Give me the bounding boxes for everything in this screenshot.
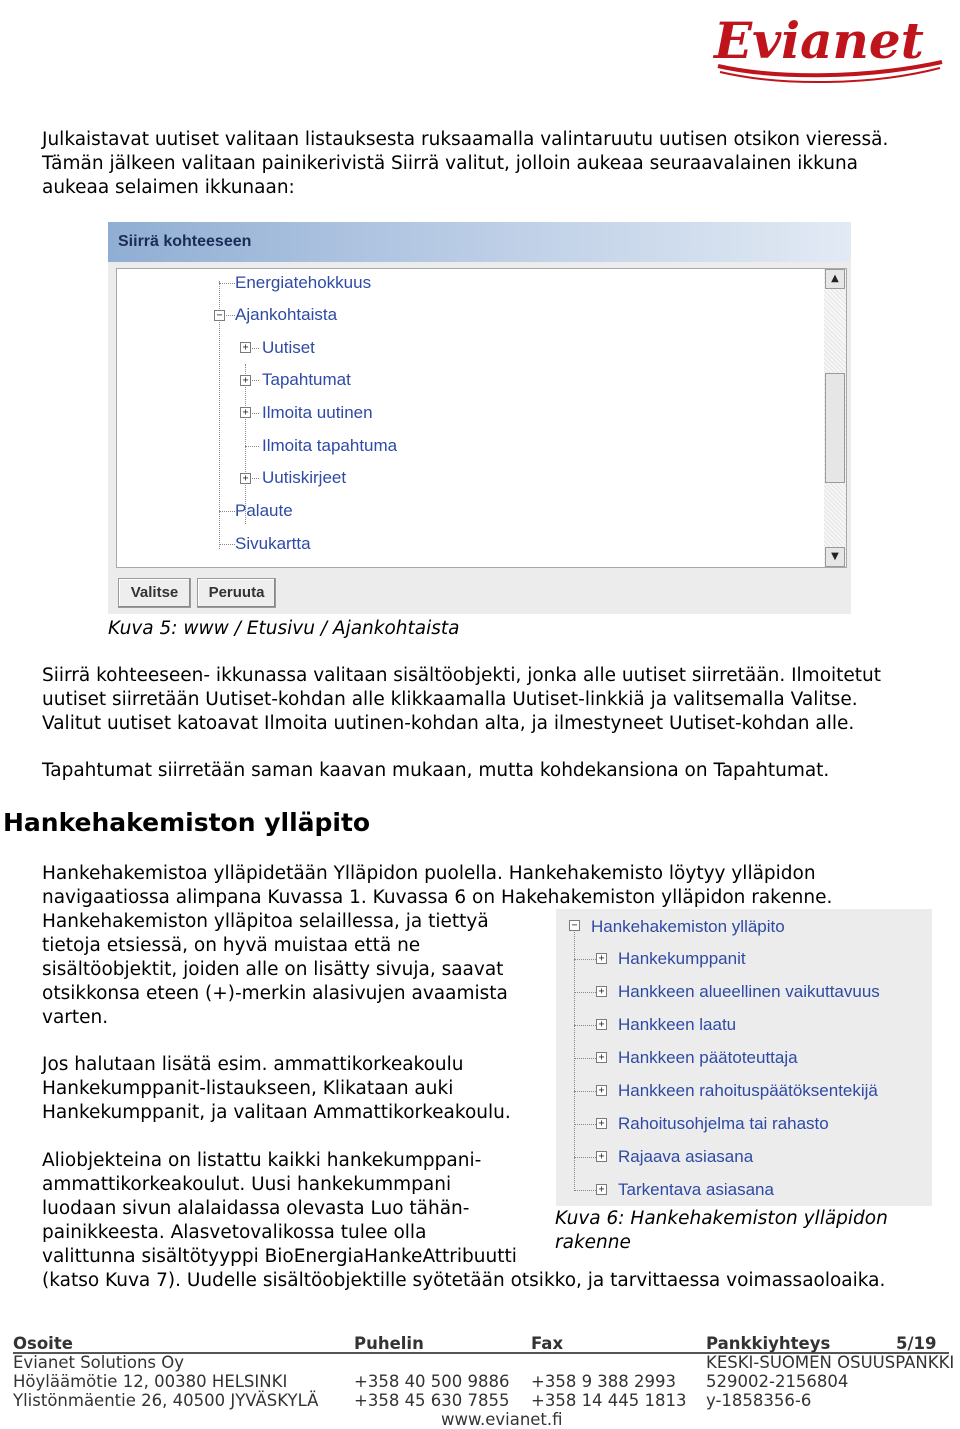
intro-paragraph	[42, 128, 888, 200]
tree-item-rajaava-asiasana[interactable]: Rajaava asiasana	[618, 1147, 754, 1166]
paragraph-line: Valitut uutiset katoavat Ilmoita uutinen-kohdan alta, ja ilmestyneet Uutiset-kohdan alle.	[42, 713, 855, 734]
footer-phone: +358 45 630 7855	[354, 1391, 510, 1410]
intro-line: Julkaistavat uutiset valitaan listauksesta ruksaamalla valintaruutu uutisen otsikon vieressä.	[42, 129, 889, 150]
section-heading: Hankehakemiston ylläpito	[3, 808, 371, 837]
expand-icon[interactable]: +	[240, 473, 251, 484]
expand-icon[interactable]: +	[596, 1085, 607, 1096]
evianet-logo	[710, 4, 950, 88]
expand-icon[interactable]: +	[596, 1184, 607, 1195]
paragraph-line: Aliobjekteina on listattu kaikki hankekumppani-	[42, 1150, 482, 1171]
paragraph-line: uutiset siirretään Uutiset-kohdan alle klikkaamalla Uutiset-linkkiä ja valitsemalla Valitse.	[42, 689, 858, 710]
footer-bank-name: KESKI-SUOMEN OSUUSPANKKI	[706, 1353, 955, 1372]
paragraph-line: Hankehakemiston ylläpitoa selaillessa, ja tiettyä	[42, 911, 489, 932]
tree-item-rahoitusohjelma[interactable]: Rahoitusohjelma tai rahasto	[618, 1114, 829, 1133]
tree-item-hankkeen-laatu[interactable]: Hankkeen laatu	[618, 1015, 737, 1034]
example-paragraph	[42, 1053, 511, 1125]
scrollbar-thumb[interactable]	[825, 373, 845, 483]
scroll-up-icon[interactable]: ▲	[825, 269, 845, 289]
cancel-button[interactable]: Peruuta	[197, 578, 276, 608]
tree-item-paatoteuttaja[interactable]: Hankkeen päätoteuttaja	[618, 1048, 798, 1067]
footer-phone-heading: Puhelin	[354, 1334, 424, 1353]
figure-caption-6	[555, 1207, 888, 1255]
tree-item-alueellinen-vaikuttavuus[interactable]: Hankkeen alueellinen vaikuttavuus	[618, 982, 880, 1001]
project-directory-paragraph	[42, 862, 832, 910]
paragraph-line: Jos halutaan lisätä esim. ammattikorkeakoulu	[42, 1054, 464, 1075]
tree-item-energiatehokkuus[interactable]: Energiatehokkuus	[235, 273, 372, 292]
tree-item-ilmoita-tapahtuma[interactable]: Ilmoita tapahtuma	[262, 436, 398, 455]
scroll-down-icon[interactable]: ▼	[825, 547, 845, 567]
paragraph-line: valittunna sisältötyyppi BioEnergiaHankeAttribuutti	[42, 1246, 517, 1267]
project-directory-tree	[556, 909, 932, 1206]
figure-caption-5: Kuva 5: www / Etusivu / Ajankohtaista	[108, 618, 460, 639]
browsing-paragraph	[42, 910, 508, 1030]
tree-item-sivukartta[interactable]: Sivukartta	[235, 534, 311, 553]
expand-icon[interactable]: +	[596, 1118, 607, 1129]
expand-icon[interactable]: +	[240, 407, 251, 418]
paragraph-line: otsikkonsa eteen (+)-merkin alasivujen avaamista	[42, 983, 508, 1004]
expand-icon[interactable]: +	[596, 1151, 607, 1162]
footer-address-line: Höyläämötie 12, 00380 HELSINKI	[13, 1372, 288, 1391]
collapse-icon[interactable]: −	[569, 920, 580, 931]
collapse-icon[interactable]: −	[214, 310, 225, 321]
paragraph-line: Hankekumppanit, ja valitaan Ammattikorkeakoulu.	[42, 1102, 511, 1123]
intro-line: aukeaa selaimen ikkunaan:	[42, 177, 295, 198]
paragraph-line: varten.	[42, 1007, 109, 1028]
tree-item-palaute[interactable]: Palaute	[235, 501, 293, 520]
footer-bank-account: 529002-2156804	[706, 1372, 849, 1391]
paragraph-line: painikkeesta. Alasvetovalikossa tulee olla	[42, 1222, 427, 1243]
expand-icon[interactable]: +	[596, 986, 607, 997]
footer-fax: +358 9 388 2993	[531, 1372, 677, 1391]
paragraph-line: ammattikorkeakoulut. Uusi hankekummpani	[42, 1174, 452, 1195]
paragraph-line: sisältöobjektit, joiden alle on lisätty sivuja, saavat	[42, 959, 504, 980]
footer-website-link[interactable]: www.evianet.fi	[441, 1410, 563, 1429]
paragraph-line: Hankehakemistoa ylläpidetään Ylläpidon puolella. Hankehakemisto löytyy ylläpidon	[42, 863, 816, 884]
expand-icon[interactable]: +	[596, 1019, 607, 1030]
paragraph-line: luodaan sivun alalaidassa olevasta Luo tähän-	[42, 1198, 470, 1219]
tree-item-tapahtumat[interactable]: Tapahtumat	[262, 370, 351, 389]
tree-item-ajankohtaista[interactable]: Ajankohtaista	[235, 305, 338, 324]
move-to-target-dialog	[108, 222, 851, 614]
tree-item-hankekumppanit[interactable]: Hankekumppanit	[618, 949, 746, 968]
logo-text: Evianet	[714, 11, 924, 70]
vertical-scrollbar[interactable]	[824, 269, 846, 567]
footer-business-id: y-1858356-6	[706, 1391, 812, 1410]
footer-phone: +358 40 500 9886	[354, 1372, 510, 1391]
select-button[interactable]: Valitse	[118, 578, 191, 608]
footer-bank-heading: Pankkiyhteys	[706, 1334, 831, 1353]
paragraph-line: navigaatiossa alimpana Kuvassa 1. Kuvassa 6 on Hakehakemiston ylläpidon rakenne.	[42, 887, 833, 908]
caption-line: rakenne	[555, 1232, 631, 1253]
expand-icon[interactable]: +	[240, 375, 251, 386]
expand-icon[interactable]: +	[240, 342, 251, 353]
paragraph-line: Hankekumppanit-listaukseen, Klikataan auki	[42, 1078, 454, 1099]
project-directory-tree-panel	[556, 909, 932, 1206]
tree-item-ilmoita-uutinen[interactable]: Ilmoita uutinen	[262, 403, 373, 422]
intro-line: Tämän jälkeen valitaan painikerivistä Siirrä valitut, jolloin aukeaa seuraavalainen ikkuna	[42, 153, 859, 174]
expand-icon[interactable]: +	[596, 953, 607, 964]
tree-item-uutiset[interactable]: Uutiset	[262, 338, 315, 357]
paragraph-line: Siirrä kohteeseen- ikkunassa valitaan sisältöobjekti, jonka alle uutiset siirretään. Ilmoitetut	[42, 665, 882, 686]
footer-address-line: Ylistönmäentie 26, 40500 JYVÄSKYLÄ	[13, 1391, 319, 1410]
tree-item-tarkentava-asiasana[interactable]: Tarkentava asiasana	[618, 1180, 774, 1199]
tree-item-hankehakemiston-yllapito[interactable]: Hankehakemiston ylläpito	[591, 917, 785, 936]
paragraph-line: tietoja etsiessä, on hyvä muistaa että ne	[42, 935, 421, 956]
footer-fax: +358 14 445 1813	[531, 1391, 687, 1410]
footer-address-heading: Osoite	[13, 1334, 73, 1353]
events-paragraph: Tapahtumat siirretään saman kaavan mukaan, mutta kohdekansiona on Tapahtumat.	[42, 760, 830, 781]
tree-item-rahoituspaatoksentekija[interactable]: Hankkeen rahoituspäätöksentekijä	[618, 1081, 878, 1100]
footer-fax-heading: Fax	[531, 1334, 564, 1353]
dialog-title: Siirrä kohteeseen	[108, 222, 851, 262]
expand-icon[interactable]: +	[596, 1052, 607, 1063]
tree-item-uutiskirjeet[interactable]: Uutiskirjeet	[262, 468, 347, 487]
paragraph-line: (katso Kuva 7). Uudelle sisältöobjektille syötetään otsikko, ja tarvittaessa voimassaoloaika.	[42, 1270, 886, 1291]
footer-company: Evianet Solutions Oy	[13, 1353, 185, 1372]
move-dialog-paragraph	[42, 664, 881, 736]
page-number: 5/19	[896, 1334, 937, 1353]
target-tree	[116, 268, 847, 568]
caption-line: Kuva 6: Hankehakemiston ylläpidon	[555, 1208, 888, 1229]
